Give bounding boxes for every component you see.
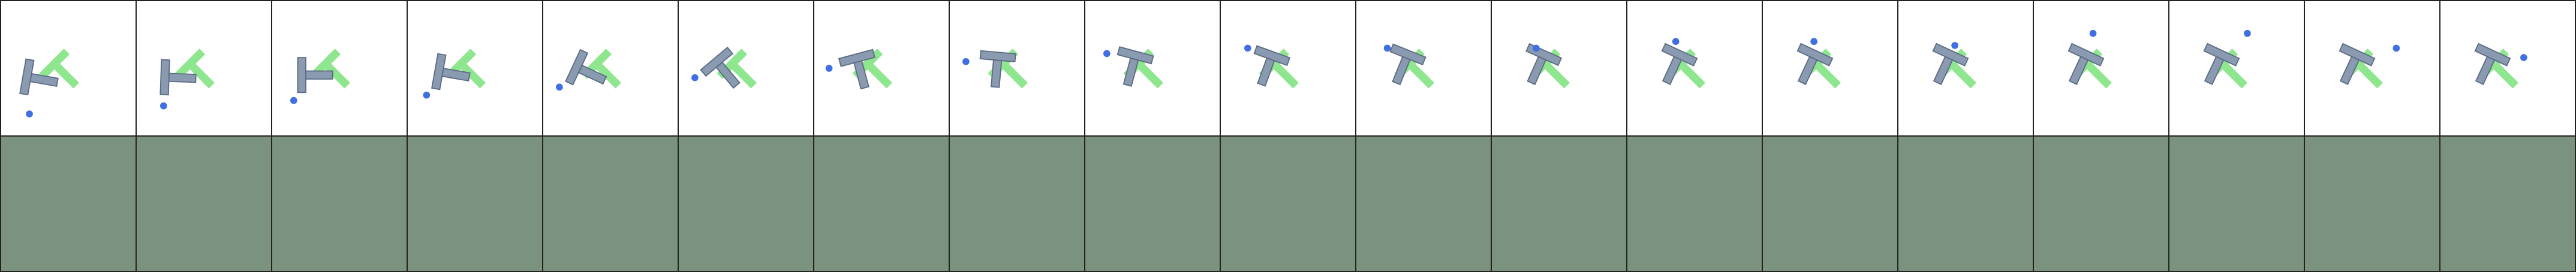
empty-panel-9 <box>1085 137 1221 272</box>
frame-canvas <box>1356 1 1491 135</box>
target-t-shape <box>39 49 88 98</box>
frame-16 <box>2034 1 2169 137</box>
frame-9 <box>1085 1 1221 137</box>
end-effector-dot <box>2520 54 2527 61</box>
frame-4 <box>408 1 543 137</box>
frame-11 <box>1356 1 1492 137</box>
empty-panel-5 <box>543 137 679 272</box>
empty-panel-17 <box>2169 137 2305 272</box>
frame-canvas <box>2440 1 2575 135</box>
frame-13 <box>1627 1 1763 137</box>
frame-10 <box>1221 1 1356 137</box>
end-effector-dot <box>556 84 563 91</box>
frame-canvas <box>2169 1 2304 135</box>
empty-panel-13 <box>1627 137 1763 272</box>
empty-panel-3 <box>272 137 408 272</box>
frame-canvas <box>950 1 1084 135</box>
frame-6 <box>679 1 814 137</box>
frame-14 <box>1763 1 1898 137</box>
empty-panel-16 <box>2034 137 2169 272</box>
end-effector-dot <box>1533 45 1540 52</box>
frame-1 <box>1 1 137 137</box>
frame-canvas <box>814 1 949 135</box>
frame-15 <box>1898 1 2034 137</box>
empty-panel-1 <box>1 137 137 272</box>
end-effector-dot <box>1951 42 1958 49</box>
frame-canvas <box>2305 1 2439 135</box>
end-effector-dot <box>290 97 297 104</box>
frame-18 <box>2305 1 2440 137</box>
end-effector-dot <box>160 102 167 110</box>
frame-canvas <box>1221 1 1355 135</box>
frame-19 <box>2440 1 2576 137</box>
end-effector-dot <box>423 92 431 99</box>
empty-panel-6 <box>679 137 814 272</box>
frame-canvas <box>1492 1 1626 135</box>
frame-canvas <box>137 1 271 135</box>
end-effector-dot <box>2393 45 2400 52</box>
empty-panel-7 <box>814 137 950 272</box>
frame-canvas <box>1627 1 1762 135</box>
end-effector-dot <box>2090 30 2097 37</box>
empty-panel-19 <box>2440 137 2576 272</box>
end-effector-dot <box>1244 45 1251 52</box>
frame-canvas <box>272 1 407 135</box>
end-effector-dot <box>1103 50 1111 58</box>
frame-canvas <box>1085 1 1220 135</box>
frame-2 <box>137 1 272 137</box>
frame-5 <box>543 1 679 137</box>
empty-panel-8 <box>950 137 1085 272</box>
frame-canvas <box>1763 1 1897 135</box>
frame-3 <box>272 1 408 137</box>
end-effector-dot <box>1810 38 1817 45</box>
empty-panel-2 <box>137 137 272 272</box>
empty-panel-15 <box>1898 137 2034 272</box>
frame-canvas <box>543 1 678 135</box>
frame-canvas <box>2034 1 2168 135</box>
end-effector-dot <box>962 58 970 65</box>
empty-panel-18 <box>2305 137 2440 272</box>
frame-8 <box>950 1 1085 137</box>
end-effector-dot <box>1672 38 1680 45</box>
end-effector-dot <box>691 74 699 81</box>
frame-canvas <box>408 1 542 135</box>
end-effector-dot <box>26 110 33 117</box>
frame-7 <box>814 1 950 137</box>
empty-panel-10 <box>1221 137 1356 272</box>
empty-panel-14 <box>1763 137 1898 272</box>
empty-panel-11 <box>1356 137 1492 272</box>
target-t-shape <box>174 49 224 98</box>
empty-panel-12 <box>1492 137 1627 272</box>
end-effector-dot <box>1384 45 1391 52</box>
empty-panel-4 <box>408 137 543 272</box>
frame-12 <box>1492 1 1627 137</box>
frame-17 <box>2169 1 2305 137</box>
end-effector-dot <box>2244 30 2251 37</box>
frame-canvas <box>1 1 136 135</box>
frame-canvas <box>1898 1 2033 135</box>
frame-canvas <box>679 1 813 135</box>
end-effector-dot <box>826 65 833 72</box>
